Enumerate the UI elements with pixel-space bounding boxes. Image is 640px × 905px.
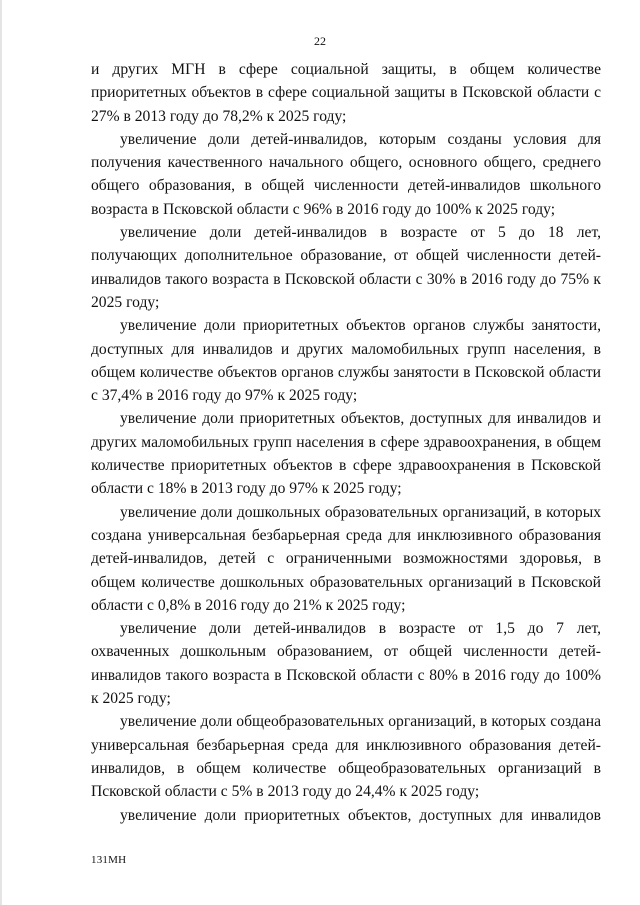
- document-body: [91, 58, 601, 827]
- paragraph: увеличение доли общеобразовательных организаций, в которых создана универсальная безбарьерная среда для инклюзивного образования детей-инвалидов, в общем количестве общеобразовательных организаций в Псковской области с 5% в 2013 году до 24,4% к 2025 году;: [91, 713, 601, 801]
- paragraph: увеличение доли дошкольных образовательных организаций, в которых создана универсальная безбарьерная среда для инклюзивного образования детей-инвалидов, детей с ограниченными возможностями здоровья, в общем количестве дошкольных образовательных организаций в Псковской области с 0,8% в 2016 году до 21% к 2025 году;: [91, 503, 601, 614]
- paragraph: увеличение доли приоритетных объектов органов службы занятости, доступных для инвалидов и других маломобильных групп населения, в общем количестве объектов органов службы занятости в Псковской области с 37,4% в 2016 году до 97% к 2025 году;: [91, 317, 601, 405]
- paragraph: увеличение доли детей-инвалидов, которым созданы условия для получения качественного начального общего, основного общего, среднего общего образования, в общей численности детей-инвалидов школьного возраста в Псковской области с 96% в 2016 году до 100% к 2025 году;: [91, 130, 601, 218]
- paragraph: увеличение доли приоритетных объектов, доступных для инвалидов и других маломобильных групп населения в сфере здравоохранения, в общем количестве приоритетных объектов в сфере здравоохранения в Псковской области с 18% в 2013 году до 97% к 2025 году;: [91, 410, 601, 498]
- document-code: 131МН: [91, 854, 127, 866]
- paragraph-continuation: и других МГН в сфере социальной защиты, в общем количестве приоритетных объектов в сфере социальной защиты в Псковской области с 27% в 2013 году до 78,2% к 2025 году;: [91, 61, 601, 125]
- paragraph-continues-next-page: увеличение доли приоритетных объектов, доступных для инвалидов: [120, 806, 601, 824]
- page-number: 22: [314, 34, 326, 48]
- paragraph: увеличение доли детей-инвалидов в возрасте от 1,5 до 7 лет, охваченных дошкольным образованием, от общей численности детей-инвалидов такого возраста в Псковской области с 80% в 2016 году до 100% к 2025 году;: [91, 620, 601, 708]
- paragraph: увеличение доли детей-инвалидов в возрасте от 5 до 18 лет, получающих дополнительное образование, от общей численности детей-инвалидов такого возраста в Псковской области с 30% в 2016 году до 75% к 2025 году;: [91, 224, 601, 311]
- scan-edge: [0, 0, 2, 905]
